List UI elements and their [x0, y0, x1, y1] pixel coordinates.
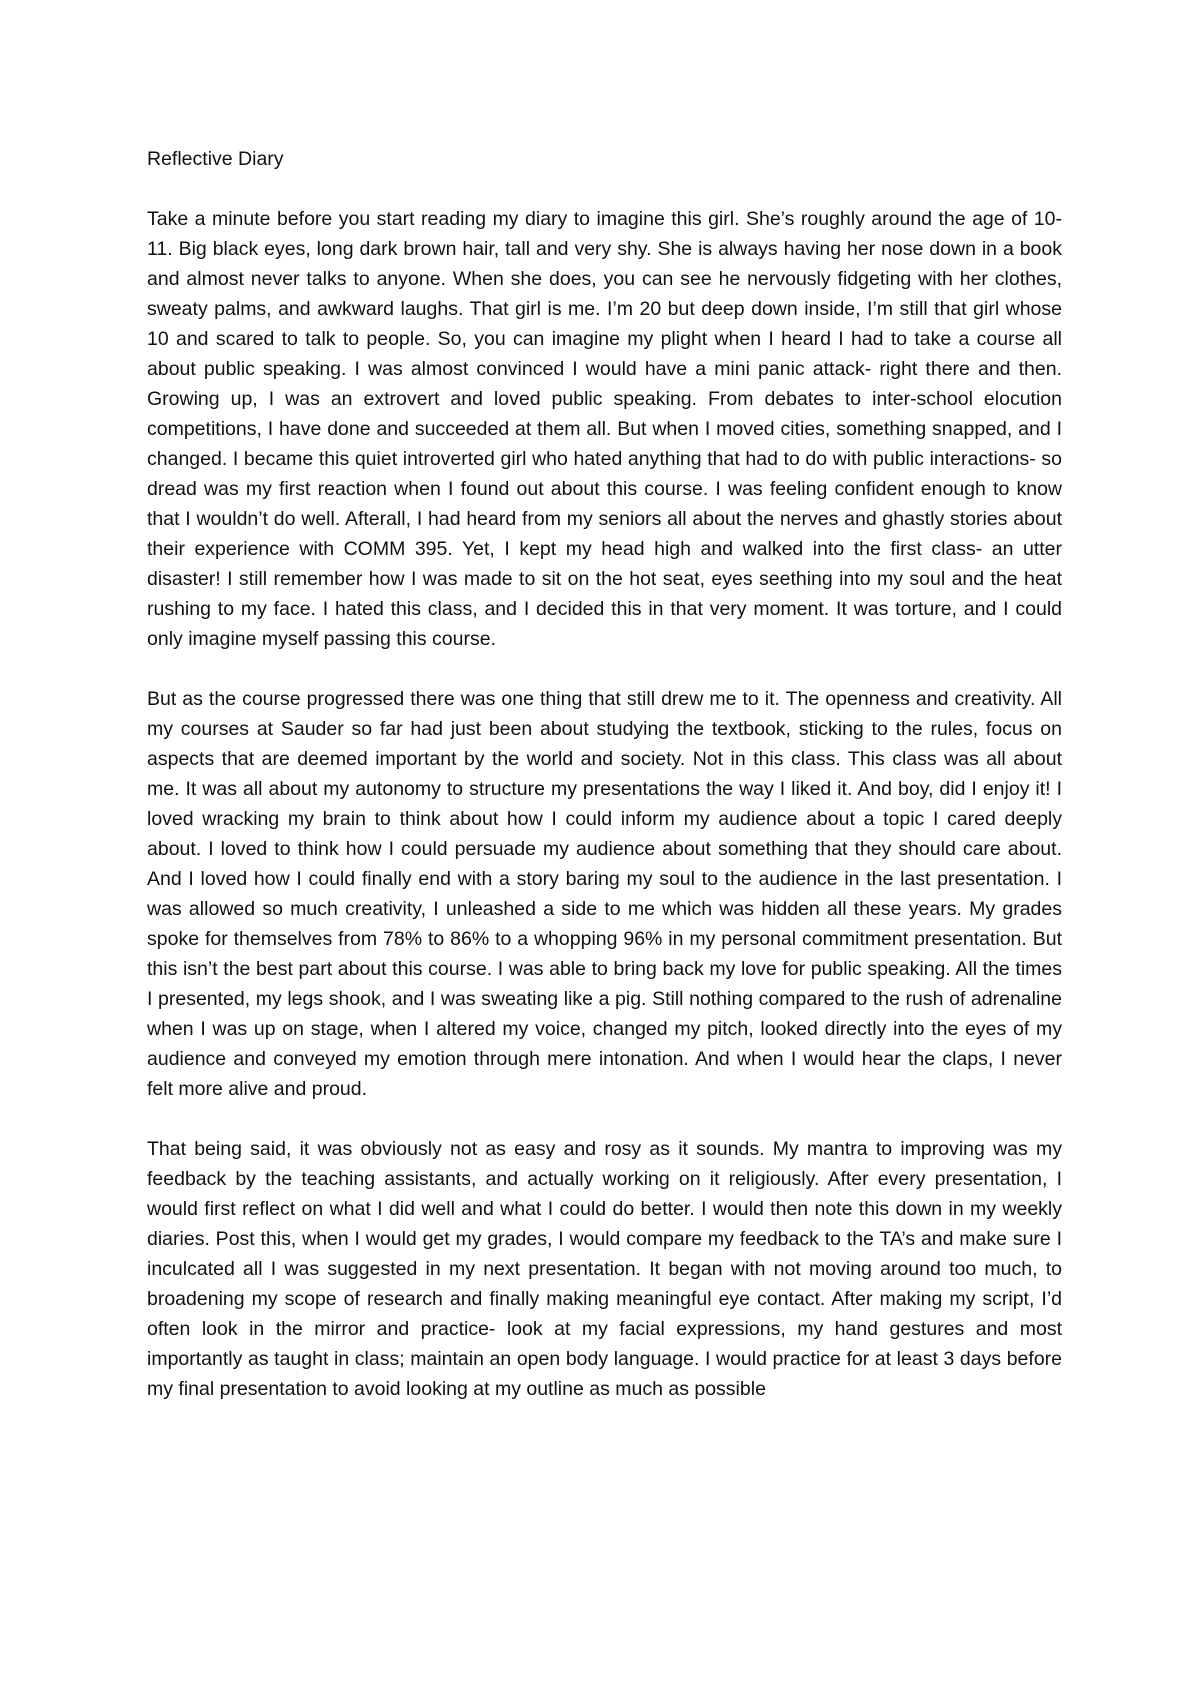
paragraph-3: That being said, it was obviously not as easy and rosy as it sounds. My mantra to improving was my feedback by the teaching assistants, and actually working on it religiously. After every presentation, I would first reflect on what I did well and what I could do better. I would then note this down in my weekly diaries. Post this, when I would get my grades, I would compare my feedback to the TA’s and make sure I inculcated all I was suggested in my next presentation. It began with not moving around too much, to broadening my scope of research and finally making meaningful eye contact. After making my script, I’d often look in the mirror and practice- look at my facial expressions, my hand gestures and most importantly as taught in class; maintain an open body language. I would practice for at least 3 days before my final presentation to avoid looking at my outline as much as possible	[147, 1138, 1062, 1400]
paragraph-2: But as the course progressed there was one thing that still drew me to it. The openness and creativity. All my courses at Sauder so far had just been about studying the textbook, sticking to the rules, focus on aspects that are deemed important by the world and society. Not in this class. This class was all about me. It was all about my autonomy to structure my presentations the way I liked it. And boy, did I enjoy it! I loved wracking my brain to think about how I could inform my audience about a topic I cared deeply about. I loved to think how I could persuade my audience about something that they should care about. And I loved how I could finally end with a story baring my soul to the audience in the last presentation. I was allowed so much creativity, I unleashed a side to me which was hidden all these years. My grades spoke for themselves from 78% to 86% to a whopping 96% in my personal commitment presentation. But this isn’t the best part about this course. I was able to bring back my love for public speaking. All the times I presented, my legs shook, and I was sweating like a pig. Still nothing compared to the rush of adrenaline when I was up on stage, when I altered my voice, changed my pitch, looked directly into the eyes of my audience and conveyed my emotion through mere intonation. And when I would hear the claps, I never felt more alive and proud.	[147, 688, 1062, 1100]
paragraph-1: Take a minute before you start reading my diary to imagine this girl. She’s roughly around the age of 10-11. Big black eyes, long dark brown hair, tall and very shy. She is always having her nose down in a book and almost never talks to anyone. When she does, you can see he nervously fidgeting with her clothes, sweaty palms, and awkward laughs. That girl is me. I’m 20 but deep down inside, I’m still that girl whose 10 and scared to talk to people. So, you can imagine my plight when I heard I had to take a course all about public speaking. I was almost convinced I would have a mini panic attack- right there and then. Growing up, I was an extrovert and loved public speaking. From debates to inter-school elocution competitions, I have done and succeeded at them all. But when I moved cities, something snapped, and I changed. I became this quiet introverted girl who hated anything that had to do with public interactions- so dread was my first reaction when I found out about this course. I was feeling confident enough to know that I wouldn’t do well. Afterall, I had heard from my seniors all about the nerves and ghastly stories about their experience with COMM 395. Yet, I kept my head high and walked into the first class- an utter disaster! I still remember how I was made to sit on the hot seat, eyes seething into my soul and the heat rushing to my face. I hated this class, and I decided this in that very moment. It was torture, and I could only imagine myself passing this course.	[147, 208, 1062, 650]
document-body	[147, 144, 1062, 1434]
document-title: Reflective Diary	[147, 148, 284, 170]
